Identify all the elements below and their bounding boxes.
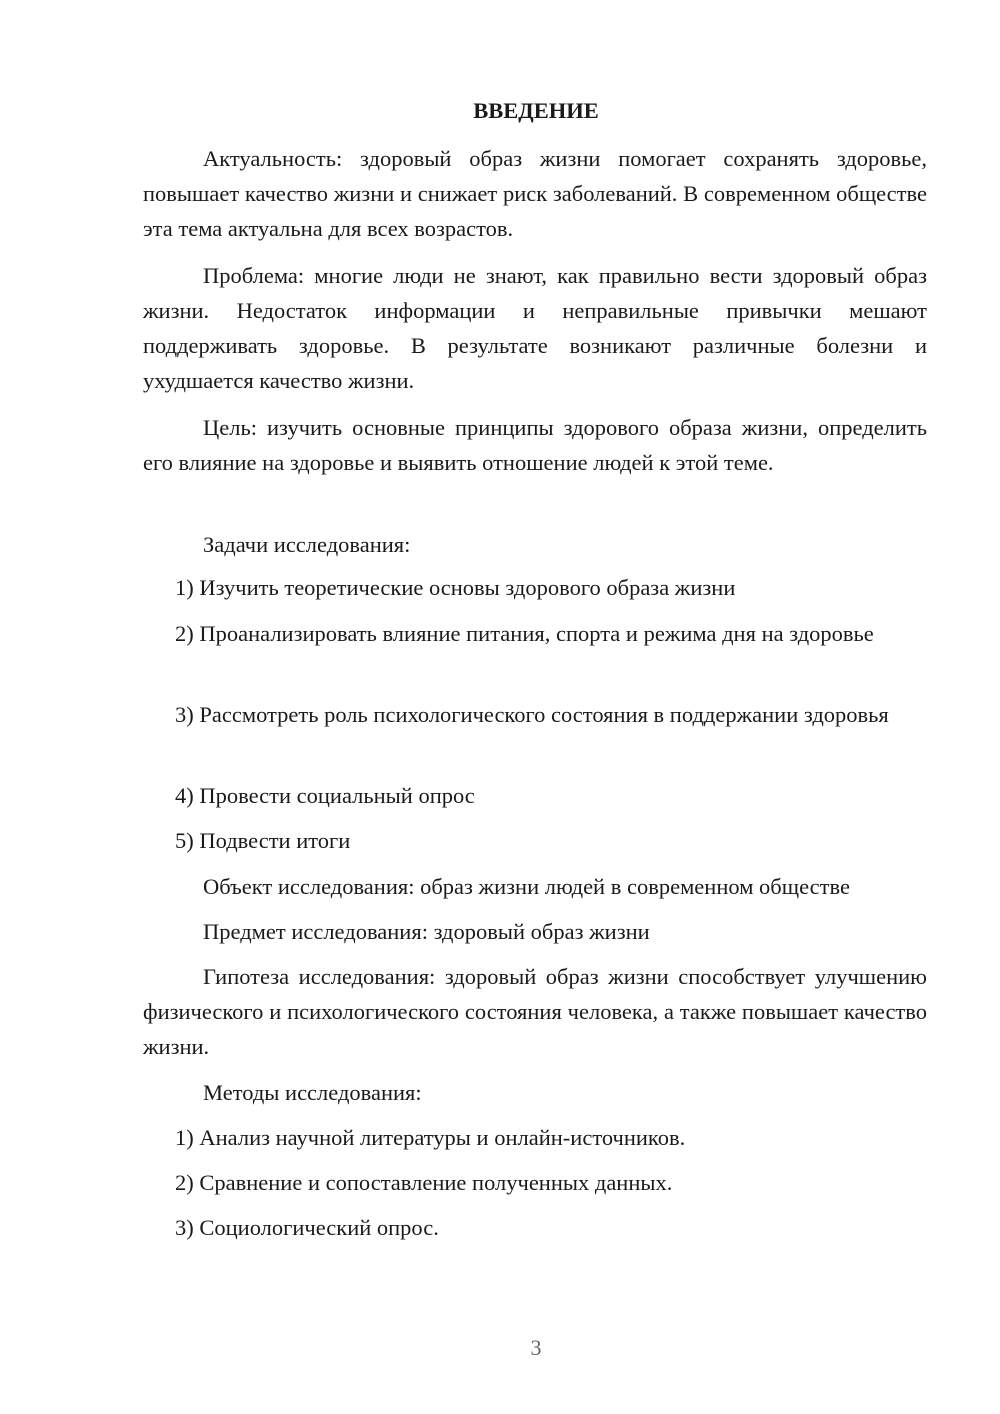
relevance-paragraph: Актуальность: здоровый образ жизни помогает сохранять здоровье, повышает качество жизни и снижает риск заболеваний. В современном обществе эта тема актуальна для всех возрастов. [143, 146, 927, 241]
problem-paragraph: Проблема: многие люди не знают, как правильно вести здоровый образ жизни. Недостаток информации и неправильные привычки мешают поддерживать здоровье. В результате возникают различные болезни и ухудшается качество жизни. [143, 263, 927, 393]
method-item: 2) Сравнение и сопоставление полученных данных. [175, 1170, 673, 1195]
page-number: 3 [530, 1335, 542, 1360]
task-item: 4) Провести социальный опрос [175, 783, 475, 808]
page-title: ВВЕДЕНИЕ [473, 98, 599, 123]
method-item: 1) Анализ научной литературы и онлайн-источников. [175, 1125, 686, 1150]
hypothesis-paragraph: Гипотеза исследования: здоровый образ жизни способствует улучшению физического и психологического состояния человека, а также повышает качество жизни. [143, 964, 927, 1059]
task-item: 1) Изучить теоретические основы здорового образа жизни [175, 575, 736, 600]
methods-heading: Методы исследования: [203, 1080, 422, 1105]
task-item: 3) Рассмотреть роль психологического состояния в поддержании здоровья [175, 702, 889, 727]
task-item: 2) Проанализировать влияние питания, спорта и режима дня на здоровье [175, 621, 874, 646]
goal-paragraph: Цель: изучить основные принципы здорового образа жизни, определить его влияние на здоровье и выявить отношение людей к этой теме. [143, 415, 927, 475]
object-paragraph: Объект исследования: образ жизни людей в современном обществе [203, 874, 850, 899]
task-item: 5) Подвести итоги [175, 828, 351, 853]
subject-paragraph: Предмет исследования: здоровый образ жизни [203, 919, 650, 944]
tasks-heading: Задачи исследования: [203, 532, 411, 557]
method-item: 3) Социологический опрос. [175, 1215, 439, 1240]
